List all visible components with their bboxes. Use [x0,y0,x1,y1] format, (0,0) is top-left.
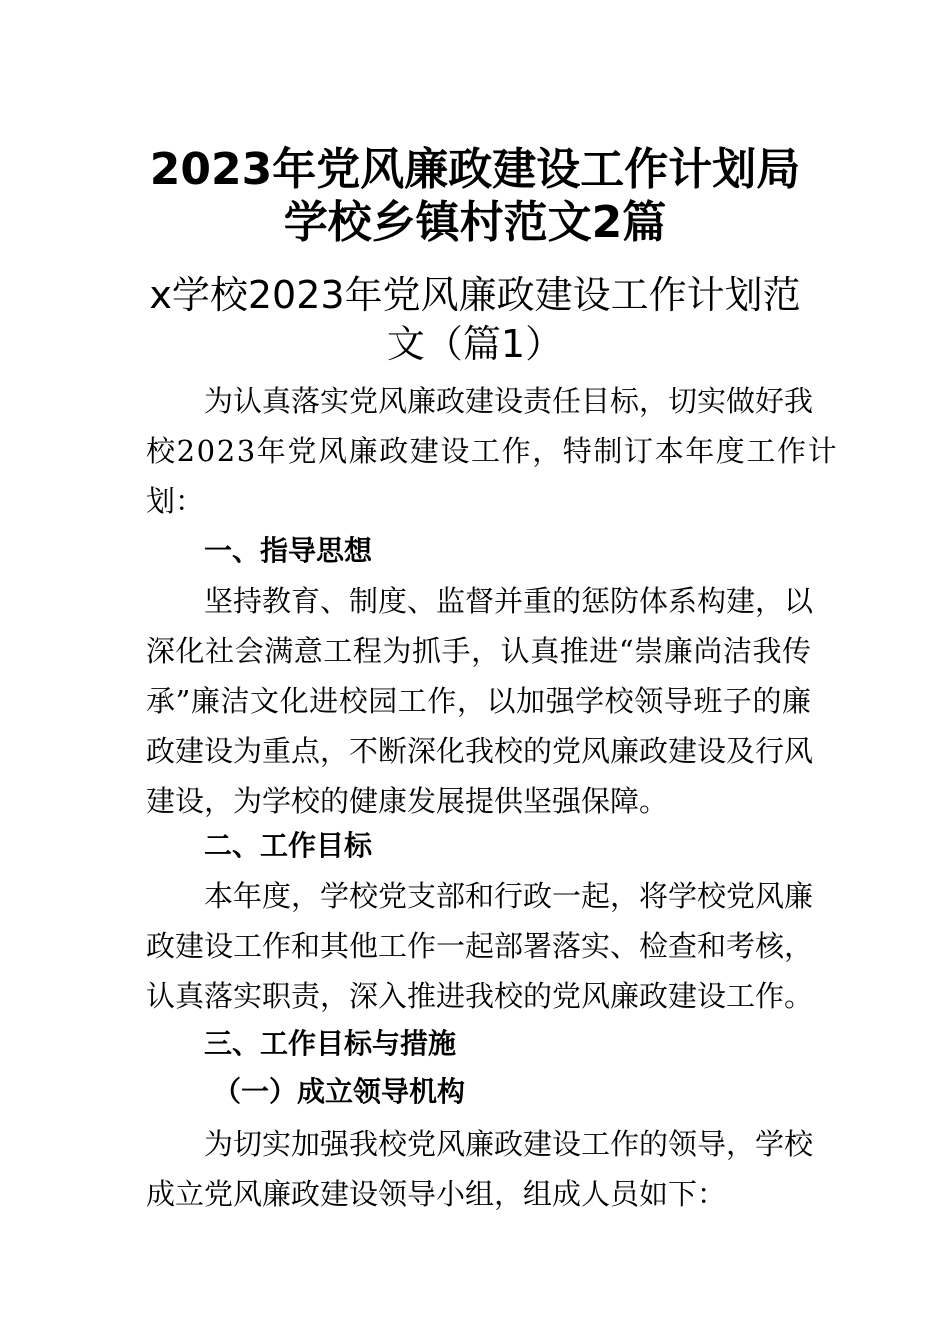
goals-line-3: 认真落实职责，深入推进我校的党风廉政建设工作。 [146,979,814,1013]
guiding-line-1: 坚持教育、制度、监督并重的惩防体系构建，以 [204,584,814,618]
leadership-line-2: 成立党风廉政建设领导小组，组成人员如下： [146,1177,727,1211]
intro-line-2: 校2023年党风廉政建设工作，特制订本年度工作计 [146,434,839,468]
main-title-line-1: 2023年党风廉政建设工作计划局 [149,144,801,195]
main-title-line-2: 学校乡镇村范文2篇 [283,197,667,248]
leadership-line-1: 为切实加强我校党风廉政建设工作的领导，学校 [204,1127,814,1161]
goals-line-1: 本年度，学校党支部和行政一起，将学校党风廉 [204,879,814,913]
section-heading-work-goals: 二、工作目标 [204,829,373,862]
section-heading-guiding-ideology: 一、指导思想 [204,534,373,567]
subsection-heading-leadership: （一）成立领导机构 [213,1075,466,1108]
guiding-line-5: 建设，为学校的健康发展提供坚强保障。 [146,784,669,818]
sub-title-line-1: x学校2023年党风廉政建设工作计划范 [149,273,801,317]
guiding-line-3: 承”廉洁文化进校园工作，以加强学校领导班子的廉 [146,684,811,718]
intro-line-1: 为认真落实党风廉政建设责任目标，切实做好我 [204,384,814,418]
section-heading-goals-measures: 三、工作目标与措施 [204,1027,457,1060]
sub-title-line-2: 文（篇1） [386,322,564,366]
goals-line-2: 政建设工作和其他工作一起部署落实、检查和考核， [146,929,814,963]
guiding-line-4: 政建设为重点，不断深化我校的党风廉政建设及行风 [146,734,814,768]
guiding-line-2: 深化社会满意工程为抓手，认真推进“崇廉尚洁我传 [146,634,811,668]
intro-line-3: 划： [146,484,205,518]
